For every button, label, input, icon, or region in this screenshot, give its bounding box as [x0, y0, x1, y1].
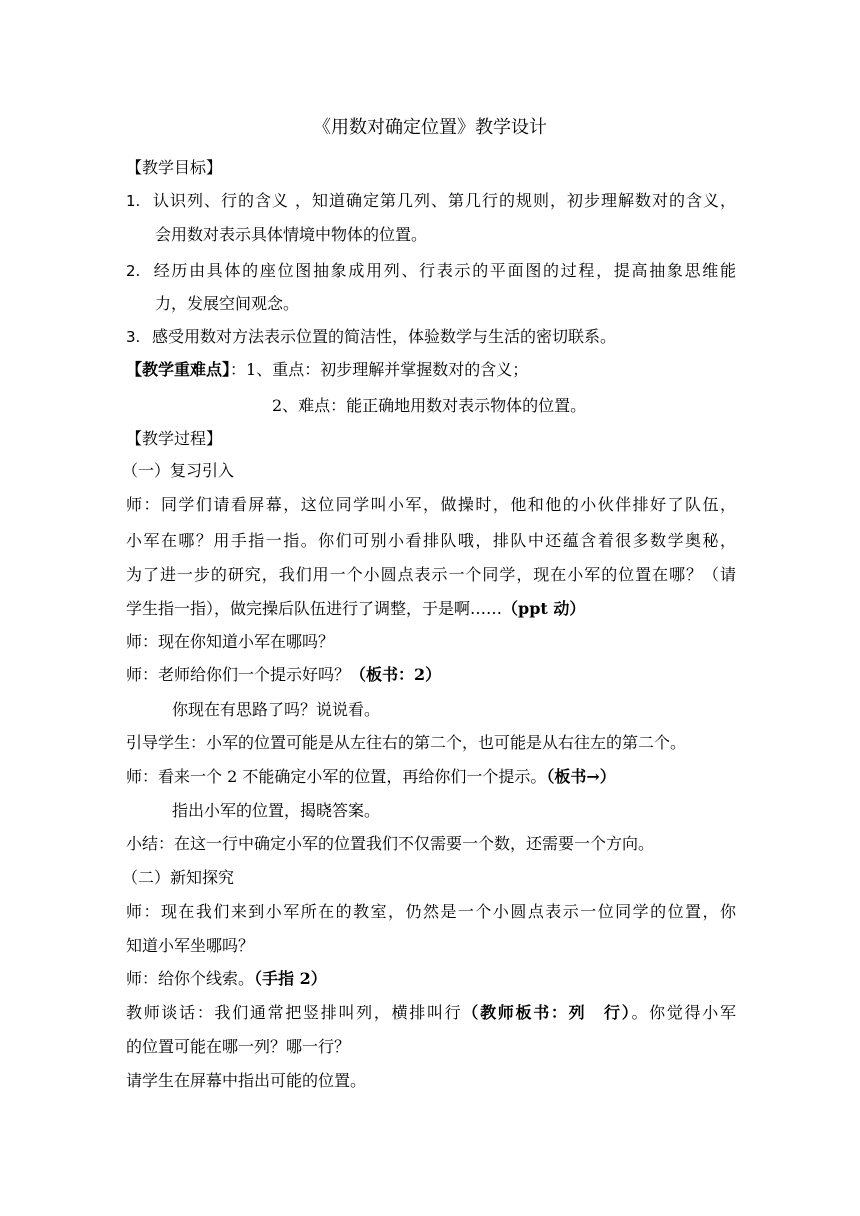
paragraph-line: 指出小军的位置，揭晓答案。	[172, 801, 381, 820]
paragraph-line: 请学生在屏幕中指出可能的位置。	[126, 1071, 367, 1090]
section-heading-key-points: 【教学重难点】	[126, 360, 231, 379]
paragraph-line: 师：老师给你们一个提示好吗？（板书：2）	[126, 665, 442, 684]
section-heading-objectives: 【教学目标】	[126, 158, 223, 177]
paragraph-line: 师：现在我们来到小军所在的教室，仍然是一个小圆点表示一位同学的位置，你	[126, 902, 736, 921]
list-number: 1.	[126, 192, 141, 210]
paragraph-line: 师：同学们请看屏幕，这位同学叫小军，做操时，他和他的小伙伴排好了队伍，	[126, 495, 736, 514]
objective-1-line-2: 会用数对表示具体情境中物体的位置。	[155, 225, 428, 244]
paragraph-line: 师：现在你知道小军在哪吗？	[126, 632, 335, 651]
paragraph-line: 为了进一步的研究，我们用一个小圆点表示一个同学，现在小军的位置在哪？（请	[126, 565, 736, 584]
paragraph-line: 引导学生：小军的位置可能是从左往右的第二个，也可能是从右往左的第二个。	[126, 733, 687, 752]
paragraph-line: 教师谈话：我们通常把竖排叫列，横排叫行（教师板书：列 行）。你觉得小军	[126, 1003, 736, 1022]
paragraph-line: 学生指一指），做完操后队伍进行了调整，于是啊……（ppt 动）	[126, 599, 586, 618]
objective-1-line-1: 1. 认识列、行的含义 ，知道确定第几列、第几行的规则，初步理解数对的含义，	[126, 191, 736, 210]
paragraph-line: 小结：在这一行中确定小军的位置我们不仅需要一个数，还需要一个方向。	[126, 834, 655, 853]
objective-3: 3. 感受用数对方法表示位置的简洁性，体验数学与生活的密切联系。	[126, 327, 617, 346]
paragraph-line: 你现在有思路了吗？说说看。	[172, 700, 381, 719]
paragraph-line: 师：给你个线索。（手指 2）	[126, 969, 327, 988]
paragraph-line: 小军在哪？用手指一指。你们可别小看排队哦，排队中还蕴含着很多数学奥秘，	[126, 531, 736, 550]
list-number: 2.	[126, 262, 141, 280]
paragraph-line: 知道小军坐哪吗？	[126, 936, 255, 955]
document-title: 《用数对确定位置》教学设计	[313, 117, 547, 138]
key-points-line-2: 2、难点：能正确地用数对表示物体的位置。	[272, 396, 587, 415]
subsection-heading-explore: （二）新知探究	[122, 868, 235, 887]
objective-2-line-1: 2. 经历由具体的座位图抽象成用列、行表示的平面图的过程，提高抽象思维能	[126, 261, 736, 280]
paragraph-line: 师：看来一个 2 不能确定小军的位置，再给你们一个提示。（板书→）	[126, 767, 616, 786]
section-heading-process: 【教学过程】	[126, 429, 223, 448]
paragraph-line: 的位置可能在哪一列？哪一行？	[126, 1037, 351, 1056]
objective-2-line-2: 力，发展空间观念。	[155, 294, 300, 313]
subsection-heading-review: （一）复习引入	[122, 461, 235, 480]
key-points-line-1: 【教学重难点】：1、重点：初步理解并掌握数对的含义；	[126, 360, 529, 379]
list-number: 3.	[126, 328, 141, 346]
